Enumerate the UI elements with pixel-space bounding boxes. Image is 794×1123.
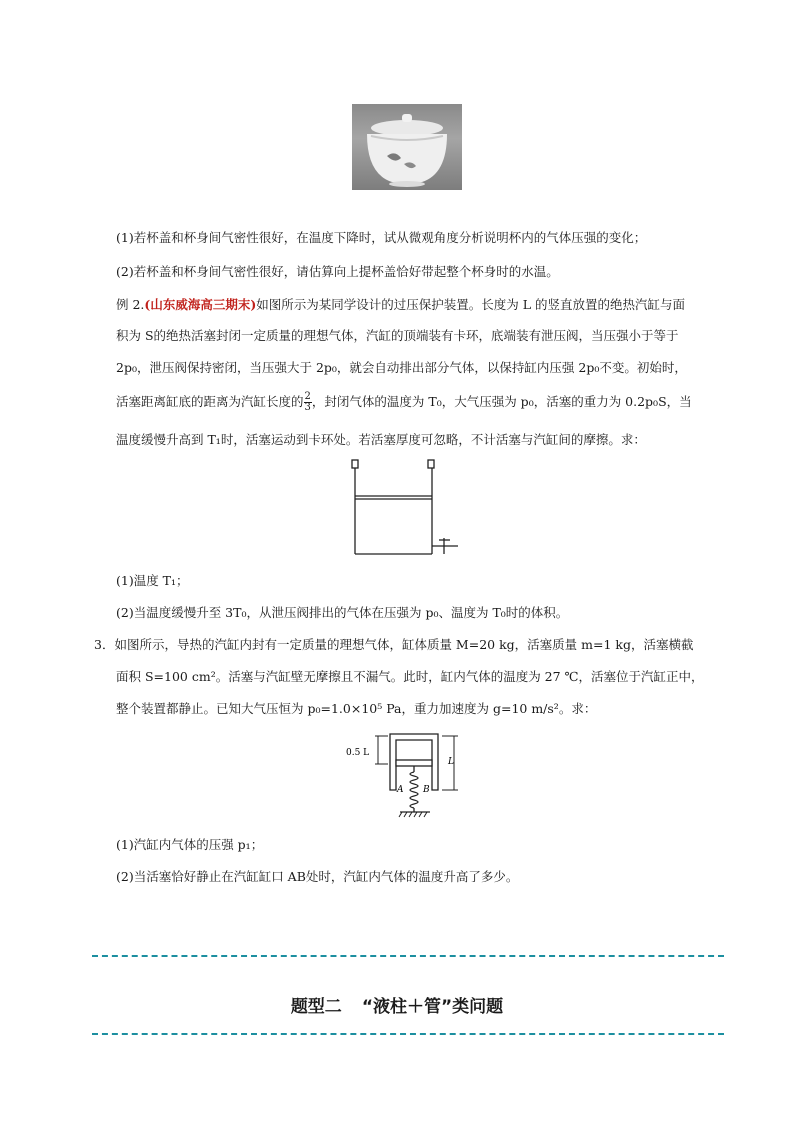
example2-line-1 <box>116 296 685 314</box>
section-divider-bottom <box>92 1033 724 1035</box>
label-half-L: 0.5 L <box>346 748 370 758</box>
section-heading <box>0 992 794 1017</box>
problem3-question-2: (2)当活塞恰好静止在汽缸缸口 AB处时，汽缸内气体的温度升高了多少。 <box>116 869 519 884</box>
example2-line-5: 温度缓慢升高到 T₁时，活塞运动到卡环处。若活塞厚度可忽略，不计活塞与汽缸间的摩擦。求： <box>116 432 646 447</box>
problem3-line-2: 面积 S=100 cm²。活塞与汽缸壁无摩擦且不漏气。此时，缸内气体的温度为 27 ℃，活塞位于汽缸正中， <box>116 669 704 684</box>
example2-text-4b: ，封闭气体的温度为 T₀，大气压强为 p₀，活塞的重力为 0.2p₀S，当 <box>311 394 692 409</box>
fraction-denominator: 3 <box>304 402 311 413</box>
label-A: A <box>397 785 404 795</box>
section-label: 题型二 <box>290 997 342 1017</box>
example2-line-3: 2p₀，泄压阀保持密闭，当压强大于 2p₀，就会自动排出部分气体，以保持缸内压强 2p₀不变。初始时， <box>116 360 687 375</box>
example2-question-2: (2)当温度缓慢升至 3T₀，从泄压阀排出的气体在压强为 p₀、温度为 T₀时的体积。 <box>116 605 569 620</box>
example2-prefix: 例 2. <box>116 297 145 312</box>
section-title: “液柱＋管”类问题 <box>361 997 504 1017</box>
two-thirds-fraction <box>304 392 312 413</box>
spring-cylinder-diagram <box>346 728 466 824</box>
teacup-photo <box>352 104 462 190</box>
problem3-line-3: 整个装置都静止。已知大气压恒为 p₀=1.0×10⁵ Pa，重力加速度为 g=10 m/s²。求： <box>116 701 597 716</box>
example2-text-1: 如图所示为某同学设计的过压保护装置。长度为 L 的竖直放置的绝热汽缸与面 <box>256 297 685 312</box>
label-B: B <box>423 785 430 795</box>
example1-question-1: (1)若杯盖和杯身间气密性很好，在温度下降时，试从微观角度分析说明杯内的气体压强的变化； <box>116 230 647 245</box>
example2-question-1: (1)温度 T₁； <box>116 573 189 588</box>
problem3-line-1: 3．如图所示，导热的汽缸内封有一定质量的理想气体，缸体质量 M=20 kg，活塞质量 m=1 kg，活塞横截 <box>94 637 694 652</box>
example2-line-4 <box>116 392 692 413</box>
problem3-question-1: (1)汽缸内气体的压强 p₁； <box>116 837 264 852</box>
example2-source: (山东威海高三期末) <box>144 297 257 312</box>
example2-line-2: 积为 S的绝热活塞封闭一定质量的理想气体，汽缸的顶端装有卡环，底端装有泄压阀，当压强小于等于 <box>116 328 679 343</box>
cylinder-valve-diagram <box>346 458 464 558</box>
example2-text-4a: 活塞距离缸底的距离为汽缸长度的 <box>116 394 304 409</box>
example1-question-2: (2)若杯盖和杯身间气密性很好，请估算向上提杯盖恰好带起整个杯身时的水温。 <box>116 264 559 279</box>
fraction-numerator: 2 <box>304 391 311 402</box>
label-L: L <box>448 757 454 767</box>
section-divider-top <box>92 955 724 957</box>
